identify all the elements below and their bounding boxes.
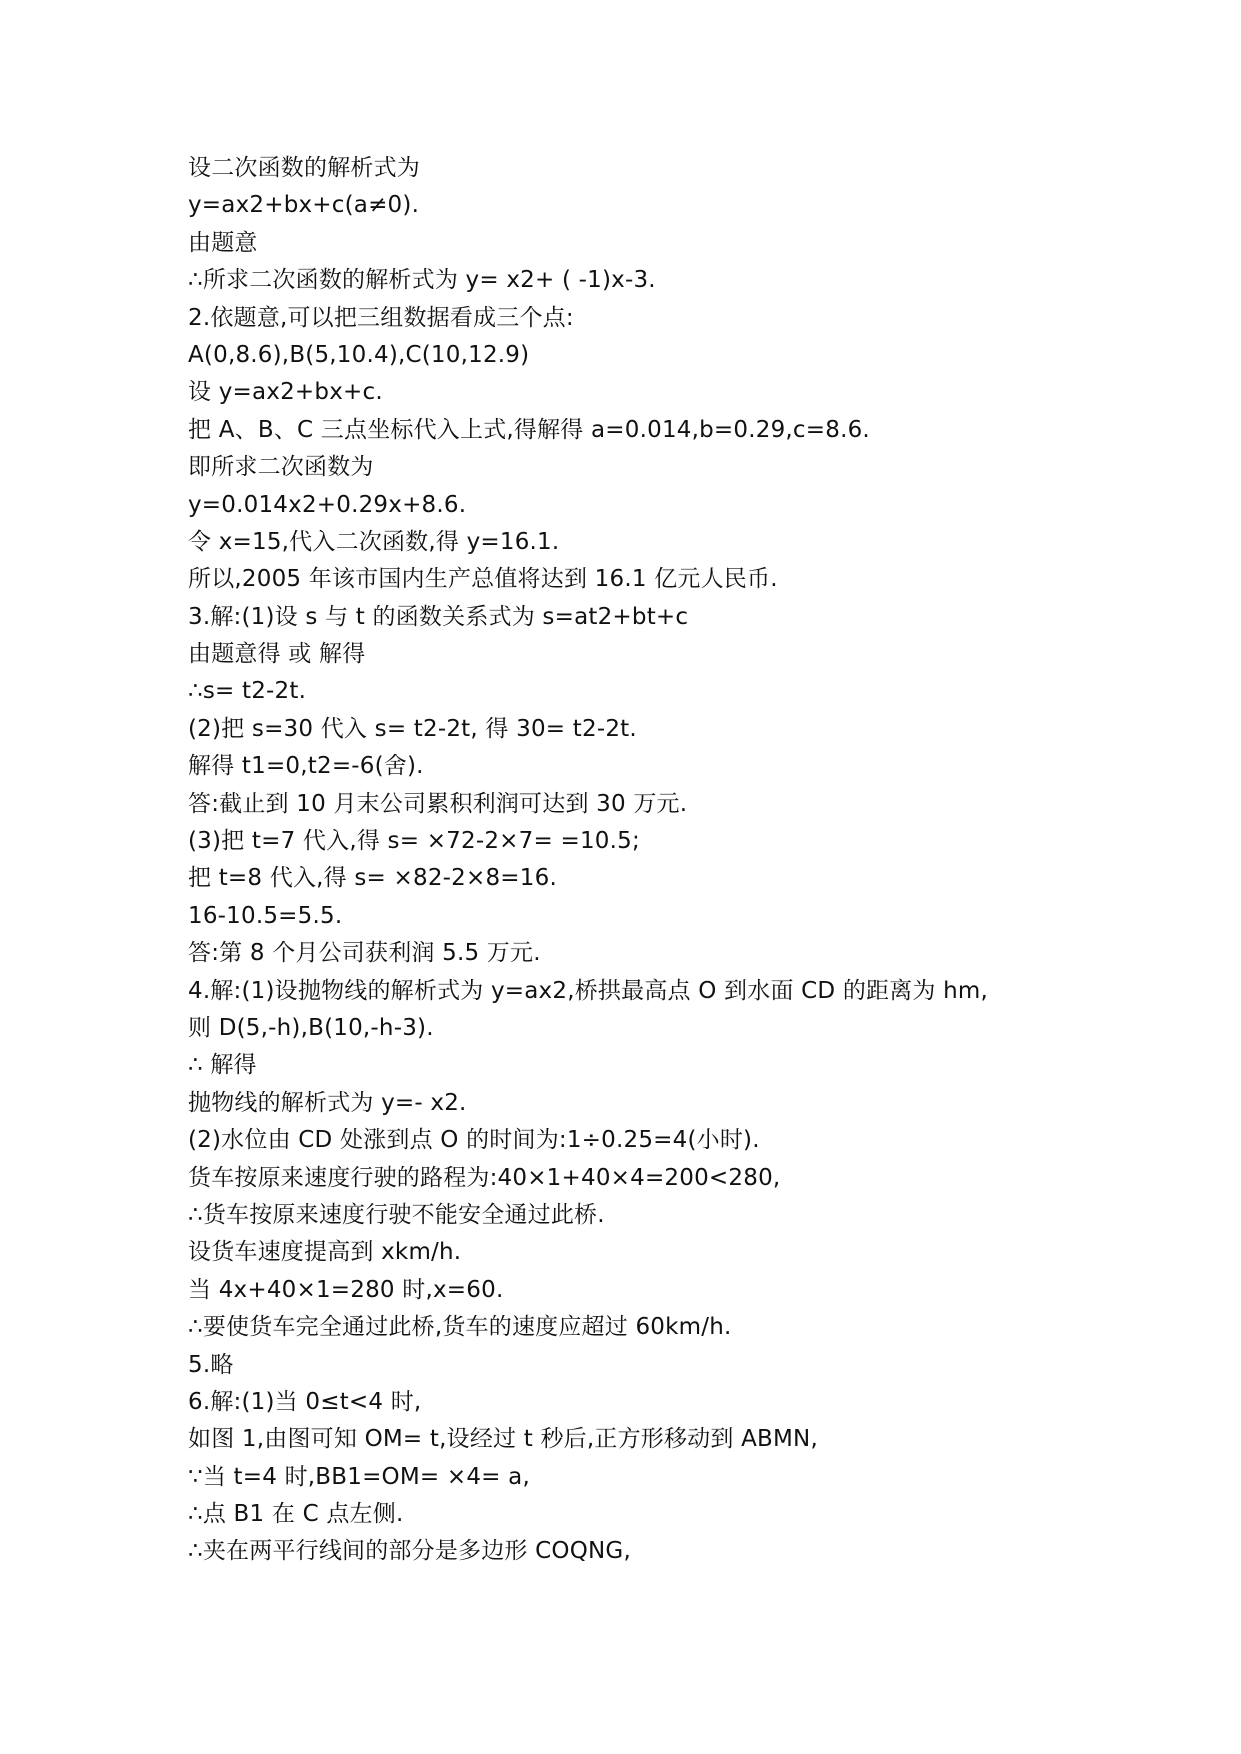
text-line: 6.解:(1)当 0≤t<4 时, bbox=[188, 1388, 422, 1415]
text-line: A(0,8.6),B(5,10.4),C(10,12.9) bbox=[188, 341, 530, 368]
text-line: (3)把 t=7 代入,得 s= ×72-2×7= =10.5; bbox=[188, 828, 640, 855]
text-line: ∴点 B1 在 C 点左侧. bbox=[188, 1501, 404, 1528]
text-line: ∴s= t2-2t. bbox=[188, 678, 307, 705]
text-line: 如图 1,由图可知 OM= t,设经过 t 秒后,正方形移动到 ABMN, bbox=[188, 1426, 818, 1453]
text-line: 设 y=ax2+bx+c. bbox=[188, 379, 383, 406]
text-line: 由题意 bbox=[188, 229, 258, 256]
text-line: 即所求二次函数为 bbox=[188, 454, 374, 481]
text-line: 由题意得 或 解得 bbox=[188, 641, 366, 668]
text-line: 货车按原来速度行驶的路程为:40×1+40×4=200<280, bbox=[188, 1164, 781, 1191]
text-line: 答:第 8 个月公司获利润 5.5 万元. bbox=[188, 940, 541, 967]
text-line: 所以,2005 年该市国内生产总值将达到 16.1 亿元人民币. bbox=[188, 566, 778, 593]
text-line: y=0.014x2+0.29x+8.6. bbox=[188, 491, 467, 518]
text-line: (2)把 s=30 代入 s= t2-2t, 得 30= t2-2t. bbox=[188, 715, 637, 742]
text-line: 则 D(5,-h),B(10,-h-3). bbox=[188, 1014, 434, 1041]
text-line: 解得 t1=0,t2=-6(舍). bbox=[188, 753, 424, 780]
text-line: 5.略 bbox=[188, 1351, 234, 1378]
text-line: 设货车速度提高到 xkm/h. bbox=[188, 1239, 462, 1266]
text-line: ∴所求二次函数的解析式为 y= x2+ ( -1)x-3. bbox=[188, 267, 656, 294]
text-line: ∵当 t=4 时,BB1=OM= ×4= a, bbox=[188, 1463, 530, 1490]
text-line: (2)水位由 CD 处涨到点 O 的时间为:1÷0.25=4(小时). bbox=[188, 1127, 760, 1154]
document-body bbox=[188, 150, 1188, 1571]
text-line: 把 A、B、C 三点坐标代入上式,得解得 a=0.014,b=0.29,c=8.6. bbox=[188, 416, 870, 443]
text-line: 16-10.5=5.5. bbox=[188, 902, 343, 929]
text-line: ∴ 解得 bbox=[188, 1052, 257, 1079]
text-line: y=ax2+bx+c(a≠0). bbox=[188, 192, 420, 219]
text-line: ∴要使货车完全通过此桥,货车的速度应超过 60km/h. bbox=[188, 1314, 732, 1341]
text-line: 设二次函数的解析式为 bbox=[188, 155, 420, 181]
text-line: 把 t=8 代入,得 s= ×82-2×8=16. bbox=[188, 865, 557, 892]
text-line: 2.依题意,可以把三组数据看成三个点: bbox=[188, 304, 574, 331]
text-line: 当 4x+40×1=280 时,x=60. bbox=[188, 1276, 504, 1303]
text-line: 4.解:(1)设抛物线的解析式为 y=ax2,桥拱最高点 O 到水面 CD 的距离为 hm, bbox=[188, 977, 989, 1004]
text-line: ∴货车按原来速度行驶不能安全通过此桥. bbox=[188, 1201, 605, 1228]
text-line: 令 x=15,代入二次函数,得 y=16.1. bbox=[188, 528, 560, 555]
text-line: 3.解:(1)设 s 与 t 的函数关系式为 s=at2+bt+c bbox=[188, 603, 689, 630]
text-line: 抛物线的解析式为 y=- x2. bbox=[188, 1089, 467, 1116]
text-line: 答:截止到 10 月末公司累积利润可达到 30 万元. bbox=[188, 790, 688, 817]
text-line: ∴夹在两平行线间的部分是多边形 COQNG, bbox=[188, 1538, 631, 1565]
